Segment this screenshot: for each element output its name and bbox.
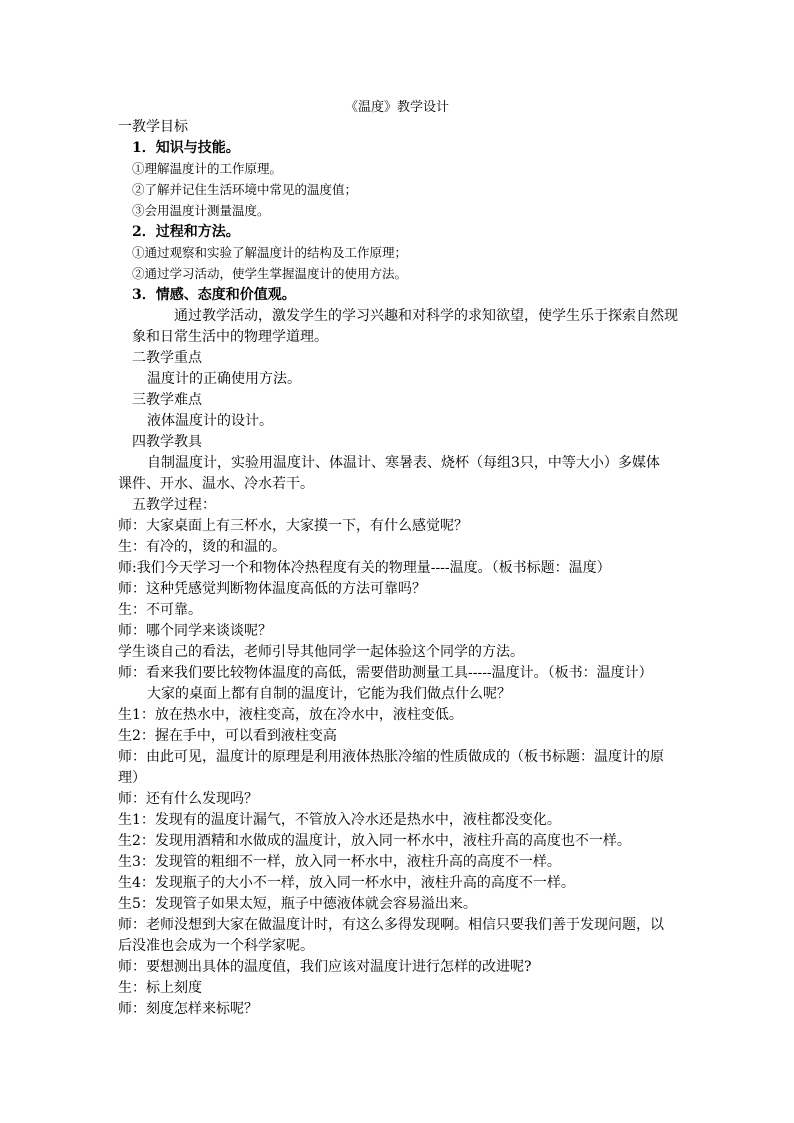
dialogue-line: 生4：发现瓶子的大小不一样，放入同一杯水中，液柱升高的高度不一样。 xyxy=(118,875,575,891)
dialogue-line: 生2：握在手中，可以看到液柱变高 xyxy=(118,728,337,744)
text-line: ②通过学习活动，使学生掌握温度计的使用方法。 xyxy=(132,266,408,281)
text-line: ③会用温度计测量温度。 xyxy=(132,203,270,218)
dialogue-line: 生：不可靠。 xyxy=(118,602,202,618)
dialogue-line: 师：看来我们要比较物体温度的高低，需要借助测量工具-----温度计。（板书：温度计） xyxy=(118,665,653,681)
text-line: ①通过观察和实验了解温度计的结构及工作原理； xyxy=(132,245,408,260)
section-heading-objectives: 一教学目标 xyxy=(118,119,188,135)
dialogue-line: 师：刻度怎样来标呢？ xyxy=(118,1001,258,1017)
subheading-knowledge-skills: 1．知识与技能。 xyxy=(132,140,240,156)
text-line: ①理解温度计的工作原理。 xyxy=(132,161,283,176)
dialogue-line: 后没准也会成为一个科学家呢。 xyxy=(118,938,314,954)
dialogue-line: 学生谈自己的看法，老师引导其他同学一起体验这个同学的方法。 xyxy=(118,644,524,660)
subheading-process-method: 2．过程和方法。 xyxy=(132,224,240,240)
section-heading-difficulties: 三教学难点 xyxy=(132,392,202,408)
subheading-attitude-values: 3．情感、态度和价值观。 xyxy=(132,287,296,303)
document-title: 《温度》教学设计 xyxy=(344,100,449,115)
dialogue-line: 生1：发现有的温度计漏气，不管放入冷水还是热水中，液柱都没变化。 xyxy=(118,812,561,828)
dialogue-line: 生1：放在热水中，液柱变高，放在冷水中，液柱变低。 xyxy=(118,707,463,723)
dialogue-line: 生3：发现管的粗细不一样，放入同一杯水中，液柱升高的高度不一样。 xyxy=(118,854,561,870)
paragraph-line: 自制温度计，实验用温度计、体温计、寒暑表、烧杯（每组3只，中等大小）多媒体 xyxy=(147,455,660,471)
dialogue-line: 生：有冷的，烫的和温的。 xyxy=(118,539,286,555)
dialogue-line: 师：老师没想到大家在做温度计时，有这么多得发现啊。相信只要我们善于发现问题，以 xyxy=(118,917,664,933)
dialogue-line: 师：还有什么发现吗？ xyxy=(118,791,258,807)
paragraph-line: 通过教学活动，激发学生的学习兴趣和对科学的求知欲望，使学生乐于探索自然现 xyxy=(174,308,678,324)
dialogue-line: 师：由此可见，温度计的原理是利用液体热胀冷缩的性质做成的（板书标题：温度计的原 xyxy=(118,749,664,765)
dialogue-line: 理） xyxy=(118,770,146,786)
paragraph-line: 象和日常生活中的物理学道理。 xyxy=(132,329,328,345)
dialogue-line: 师:我们今天学习一个和物体冷热程度有关的物理量----温度。（板书标题：温度） xyxy=(118,560,611,576)
dialogue-line: 师：要想测出具体的温度值，我们应该对温度计进行怎样的改进呢? xyxy=(118,959,532,975)
paragraph-line: 课件、开水、温水、冷水若干。 xyxy=(118,476,314,492)
section-heading-teaching-process: 五教学过程： xyxy=(132,497,216,513)
section-heading-key-points: 二教学重点 xyxy=(132,350,202,366)
text-line: ②了解并记住生活环境中常见的温度值； xyxy=(132,182,358,197)
text-line: 温度计的正确使用方法。 xyxy=(147,371,301,387)
dialogue-line: 大家的桌面上都有自制的温度计，它能为我们做点什么呢？ xyxy=(147,686,511,702)
dialogue-line: 生5：发现管子如果太短，瓶子中德液体就会容易溢出来。 xyxy=(118,896,477,912)
dialogue-line: 生：标上刻度 xyxy=(118,980,202,996)
dialogue-line: 师：哪个同学来谈谈呢？ xyxy=(118,623,272,639)
dialogue-line: 师：大家桌面上有三杯水，大家摸一下，有什么感觉呢？ xyxy=(118,518,468,534)
text-line: 液体温度计的设计。 xyxy=(147,413,273,429)
dialogue-line: 生2：发现用酒精和水做成的温度计，放入同一杯水中，液柱升高的高度也不一样。 xyxy=(118,833,631,849)
section-heading-teaching-aids: 四教学教具 xyxy=(132,434,202,450)
dialogue-line: 师：这种凭感觉判断物体温度高低的方法可靠吗？ xyxy=(118,581,426,597)
